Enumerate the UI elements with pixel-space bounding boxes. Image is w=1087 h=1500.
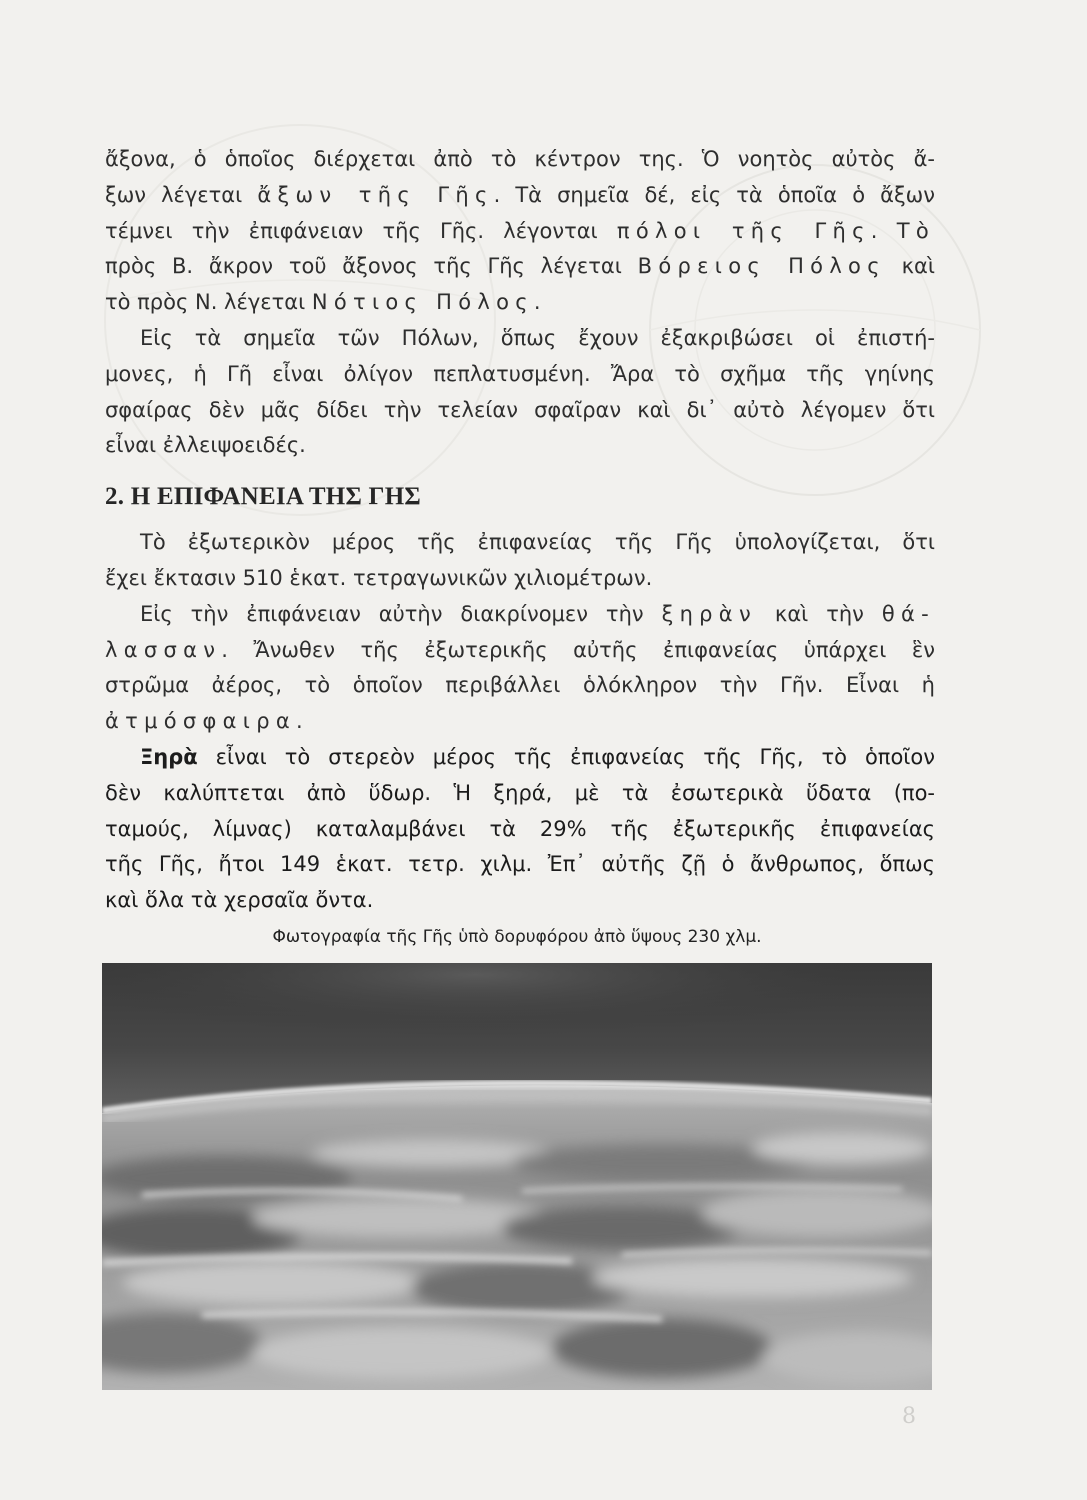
text-line [105, 393, 935, 429]
page-number: 8 [902, 1404, 916, 1429]
text-line [105, 776, 935, 812]
text-segment: ταμούς, λίμνας) καταλαμβάνει τὰ 29% τῆς ἐξωτερικῆς ἐπιφανείας [105, 816, 935, 841]
text-line [105, 321, 935, 357]
text-segment: τῆς Γῆς, ἤτοι 149 ἑκατ. τετρ. χιλμ. Ἐπ᾽ αὐτῆς ζῇ ὁ ἄνθρωπος, ὅπως [105, 852, 935, 877]
text-segment: εἶναι ἐλλειψοειδές. [105, 433, 306, 458]
spaced-term: λασσαν [105, 637, 222, 662]
text-segment: τὸ πρὸς Ν. λέγεται [105, 290, 312, 315]
section-body [105, 525, 935, 919]
text-line [105, 668, 935, 704]
paragraph-land-sea [105, 597, 935, 740]
text-segment: πρὸς Β. ἄκρον τοῦ ἄξονος τῆς Γῆς λέγεται [105, 254, 638, 279]
text-line [105, 214, 935, 250]
spaced-term: πόλοι τῆς Γῆς [616, 218, 871, 243]
text-segment: τέμνει τὴν ἐπιφάνειαν τῆς Γῆς. λέγονται [105, 218, 617, 243]
spaced-term: θά- [881, 601, 935, 626]
text-segment: Εἰς τὴν ἐπιφάνειαν αὐτὴν διακρίνομεν τὴν [140, 601, 662, 626]
text-line [105, 597, 935, 633]
text-segment: . Τὰ σημεῖα δέ, εἰς τὰ ὁποῖα ὁ ἄξων [493, 182, 935, 207]
text-segment: . [870, 218, 897, 243]
text-line [105, 249, 935, 285]
photo-caption: Φωτογραφία τῆς Γῆς ὑπὸ δορυφόρου ἀπὸ ὕψους 230 χλμ. [272, 927, 762, 947]
spaced-term: Νότιος Πόλος [311, 290, 534, 315]
text-line [105, 357, 935, 393]
text-segment: Εἰς τὰ σημεῖα τῶν Πόλων, ὅπως ἔχουν ἐξακριβώσει οἱ ἐπιστή- [140, 325, 935, 350]
text-segment: . [533, 290, 541, 315]
text-segment: στρῶμα ἀέρος, τὸ ὁποῖον περιβάλλει ὁλόκληρον τὴν Γῆν. Εἶναι ἡ [105, 673, 935, 698]
paragraph-poles [105, 142, 935, 321]
text-line [105, 812, 935, 848]
paragraph-land [105, 740, 935, 919]
text-line [105, 561, 935, 597]
text-line [105, 142, 935, 178]
text-line [105, 525, 935, 561]
spaced-term: ἄξων τῆς Γῆς [257, 182, 494, 207]
spaced-term: Τὸ [896, 218, 935, 243]
text-segment: εἶναι τὸ στερεὸν μέρος τῆς ἐπιφανείας τῆς Γῆς, τὸ ὁποῖον [197, 744, 935, 769]
text-line [105, 847, 935, 883]
spaced-term: ἀτμόσφαιρα [105, 709, 296, 734]
text-segment: μονες, ἡ Γῆ εἶναι ὀλίγον πεπλατυσμένη. Ἄρα τὸ σχῆμα τῆς γηίνης [105, 361, 935, 386]
text-line [105, 883, 935, 919]
text-line [105, 633, 935, 669]
text-segment: Τὸ ἐξωτερικὸν μέρος τῆς ἐπιφανείας τῆς Γῆς ὑπολογίζεται, ὅτι [140, 530, 935, 555]
satellite-photo [102, 963, 932, 1390]
bold-term: Ξηρὰ [140, 744, 198, 769]
satellite-photo-image [102, 963, 932, 1390]
text-segment: καὶ [885, 254, 935, 279]
text-line [105, 428, 935, 464]
text-segment: ἄξονα, ὁ ὁποῖος διέρχεται ἀπὸ τὸ κέντρον της. Ὁ νοητὸς αὐτὸς ἄ- [105, 147, 935, 171]
spaced-term: Βόρειος Πόλος [637, 254, 886, 279]
text-line [105, 178, 935, 214]
text-segment: . [295, 709, 303, 734]
text-column [105, 142, 935, 919]
paragraph-area [105, 525, 935, 597]
text-segment: δὲν καλύπτεται ἀπὸ ὕδωρ. Ἡ ξηρά, μὲ τὰ ἐσωτερικὰ ὕδατα (πο- [105, 780, 935, 805]
text-segment: σφαίρας δὲν μᾶς δίδει τὴν τελείαν σφαῖραν καὶ δι᾽ αὐτὸ λέγομεν ὅτι [105, 397, 935, 422]
text-segment: ἔχει ἔκτασιν 510 ἑκατ. τετραγωνικῶν χιλιομέτρων. [105, 565, 653, 590]
section-heading: 2. Η ΕΠΙΦΑΝΕΙΑ ΤΗΣ ΓΗΣ [105, 483, 421, 511]
text-segment: . Ἄνωθεν τῆς ἐξωτερικῆς αὐτῆς ἐπιφανείας ὑπάρχει ἓν [221, 637, 935, 662]
text-segment: ξων λέγεται [105, 182, 258, 207]
text-segment: καὶ ὅλα τὰ χερσαῖα ὄντα. [105, 888, 374, 913]
text-segment: καὶ τὴν [757, 601, 882, 626]
text-line [105, 704, 935, 740]
text-line [105, 740, 935, 776]
spaced-term: ξηρὰν [661, 601, 757, 626]
paragraph-ellipsoid [105, 321, 935, 464]
text-line [105, 285, 935, 321]
